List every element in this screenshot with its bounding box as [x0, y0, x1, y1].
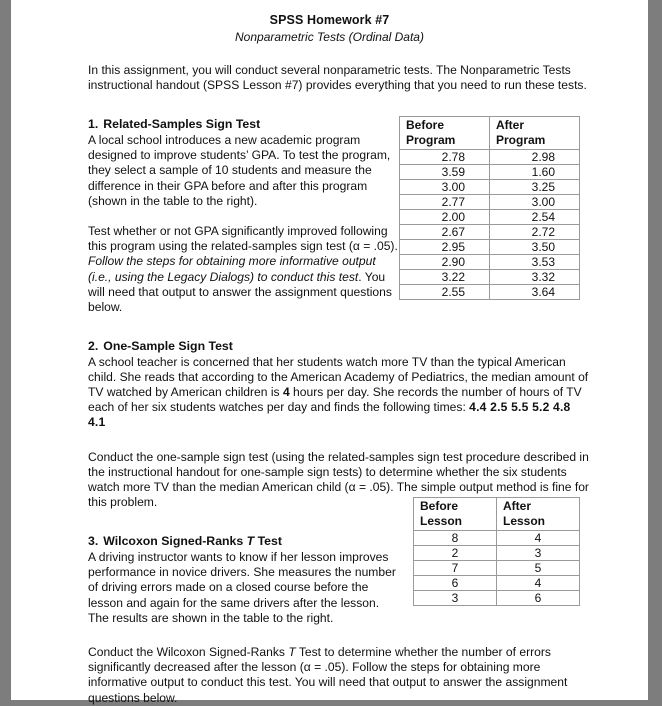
table-lesson-before-after [413, 497, 580, 606]
table-cell: 2.95 [400, 240, 490, 255]
table-cell: 3.00 [400, 180, 490, 195]
section-3-title-tail: Test [254, 534, 282, 549]
table-gpa-header-before [400, 117, 490, 150]
section-1-p2-lead: Test whether or not GPA significantly improved following this program using the related-samples sign test (α = .05). [88, 223, 398, 254]
table-row [400, 165, 580, 180]
document-page [11, 0, 648, 705]
table-header-row [414, 498, 580, 531]
section-2-paragraph-1 [88, 355, 590, 431]
section-1-paragraph-2 [88, 224, 400, 315]
table-cell: 2.67 [400, 225, 490, 240]
header-line-1: After [496, 118, 525, 132]
section-2-number: 2. [88, 339, 99, 354]
table-gpa-header-after [490, 117, 580, 150]
table-row [400, 180, 580, 195]
table-gpa-head [400, 117, 580, 150]
table-row [414, 561, 580, 576]
table-cell: 3.59 [400, 165, 490, 180]
table-cell: 6 [497, 591, 580, 606]
section-1-number: 1. [88, 117, 99, 132]
section-1-title: Related-Samples Sign Test [103, 117, 261, 132]
section-2-p1-lead: A school teacher is concerned that her students watch more TV than the typical American child. She reads that according to the American Academy of Pediatrics, the median amount of TV watched by American children is [88, 354, 589, 400]
table-cell: 2.72 [490, 225, 580, 240]
table-cell: 7 [414, 561, 497, 576]
table-cell: 3.50 [490, 240, 580, 255]
table-cell: 8 [414, 531, 497, 546]
spacer [88, 431, 590, 450]
table-cell: 3 [497, 546, 580, 561]
table-row [414, 546, 580, 561]
table-cell: 3.25 [490, 180, 580, 195]
section-1-text-column [88, 133, 400, 315]
table-row [400, 210, 580, 225]
table-cell: 2.77 [400, 195, 490, 210]
median-value: 4 [282, 385, 290, 400]
table-gpa-before-after [399, 116, 580, 300]
table-lesson-header-before [414, 498, 497, 531]
section-1-p2-tail: . You will need that output to answer the assignment questions below. [88, 269, 392, 314]
table-cell: 3.00 [490, 195, 580, 210]
tv-hours-values: 4.4 2.5 5.5 5.2 4.8 4.1 [88, 400, 571, 430]
table-row [400, 195, 580, 210]
header-line-1: Before [406, 118, 445, 132]
table-row [414, 591, 580, 606]
table-cell: 2 [414, 546, 497, 561]
section-2-heading [88, 339, 590, 355]
spacer [88, 315, 590, 339]
section-3-title-t: T [246, 534, 255, 549]
intro-paragraph: In this assignment, you will conduct several nonparametric tests. The Nonparametric Tests instructional handout (SPSS Lesson #7) provides everything that you need to run these tests. [88, 63, 587, 93]
section-3-p2-t: T [288, 644, 296, 659]
table-cell: 3 [414, 591, 497, 606]
table-row [400, 270, 580, 285]
page-content [11, 0, 648, 705]
section-3-text-column [88, 550, 400, 626]
table-cell: 4 [497, 576, 580, 591]
table-cell: 3.32 [490, 270, 580, 285]
table-lesson-header-after [497, 498, 580, 531]
table-row [414, 576, 580, 591]
header-line-2: Lesson [503, 513, 546, 528]
table-cell: 3.53 [490, 255, 580, 270]
table-row [400, 285, 580, 300]
table-lesson-head [414, 498, 580, 531]
table-cell: 6 [414, 576, 497, 591]
header-line-1: Before [420, 499, 459, 513]
header-line-2: Program [496, 132, 546, 147]
table-cell: 3.64 [490, 285, 580, 300]
section-3-paragraph-2 [88, 645, 590, 706]
header-line-1: After [503, 499, 532, 513]
section-3-p2-lead: Conduct the Wilcoxon Signed-Ranks [88, 644, 289, 659]
header-line-2: Lesson [420, 513, 463, 528]
table-gpa-body [400, 150, 580, 300]
spacer [88, 93, 590, 117]
section-1-p2-italic: Follow the steps for obtaining more informative output (i.e., using the Legacy Dialogs) to conduct this test [88, 254, 376, 284]
table-cell: 4 [497, 531, 580, 546]
table-row [414, 531, 580, 546]
section-2-title: One-Sample Sign Test [103, 339, 233, 354]
spacer [88, 626, 590, 645]
table-row [400, 255, 580, 270]
table-row [400, 150, 580, 165]
table-cell: 2.00 [400, 210, 490, 225]
section-3-paragraph-1: A driving instructor wants to know if her lesson improves performance in novice drivers. She measures the number of driving errors made on a closed course before the lesson and again for the same drivers after the lesson. The results are shown in the table to the right. [88, 549, 396, 625]
table-cell: 2.98 [490, 150, 580, 165]
section-3-p2-tail: Test to determine whether the number of errors significantly decreased after the lesson (α = .05). Follow the steps for obtaining more informative output to conduct this test. You will need that output to answer the assignment questions below. [88, 644, 568, 705]
header-line-2: Program [406, 132, 456, 147]
table-header-row [400, 117, 580, 150]
table-cell: 2.54 [490, 210, 580, 225]
table-cell: 2.55 [400, 285, 490, 300]
page-subtitle: Nonparametric Tests (Ordinal Data) [235, 30, 424, 44]
section-2-p1-mid: hours per day. She records the number of hours of TV each of her six students watches per day and finds the following times: [88, 385, 582, 415]
page-title: SPSS Homework #7 [269, 13, 390, 27]
section-2-paragraph-2: Conduct the one-sample sign test (using the related-samples sign test procedure described in the instructional handout for one-sample sign tests) to determine whether the six students watch more TV than the median American child (α = .05). The simple output method is fine for this problem. [88, 449, 589, 510]
table-cell: 2.90 [400, 255, 490, 270]
section-3-title-lead: Wilcoxon Signed-Ranks [103, 534, 247, 549]
table-cell: 5 [497, 561, 580, 576]
section-1-paragraph-1: A local school introduces a new academic program designed to improve students’ GPA. To test the program, they select a sample of 10 students and measure the difference in their GPA before and after this program (shown in the table to the right). [88, 132, 391, 208]
spacer [88, 209, 400, 224]
table-row [400, 225, 580, 240]
table-row [400, 240, 580, 255]
table-cell: 2.78 [400, 150, 490, 165]
table-cell: 1.60 [490, 165, 580, 180]
table-cell: 3.22 [400, 270, 490, 285]
table-lesson-body [414, 531, 580, 606]
section-3-number: 3. [88, 534, 99, 549]
